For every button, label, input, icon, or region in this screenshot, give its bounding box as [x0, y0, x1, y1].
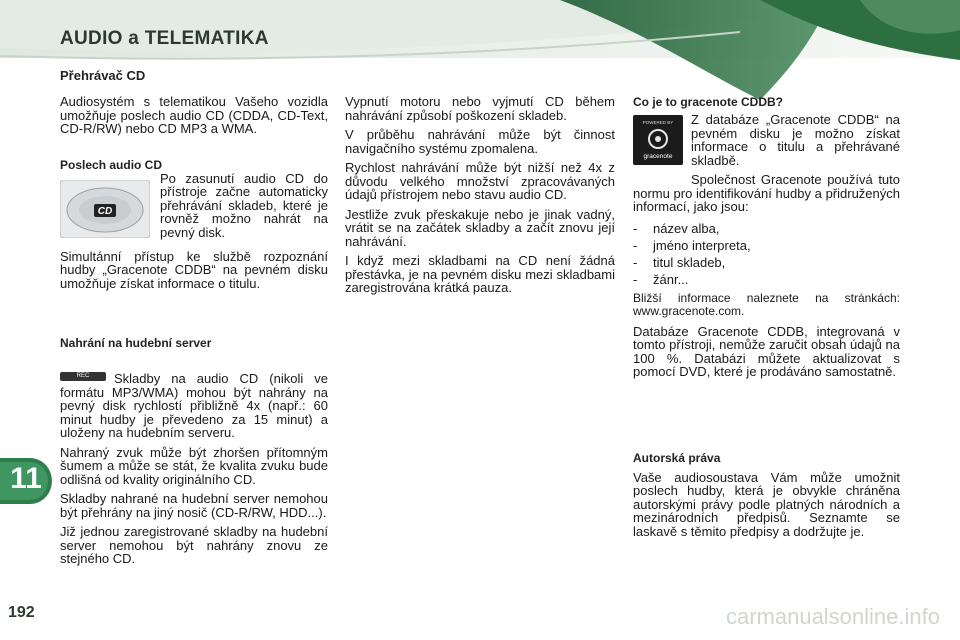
listen-heading: Poslech audio CD: [60, 157, 163, 172]
svg-text:gracenote: gracenote: [643, 153, 673, 160]
gracenote-block: [633, 113, 900, 214]
rec-block: [60, 372, 328, 440]
section-heading-cd-player: Přehrávač CD: [60, 68, 146, 83]
cd-badge-text: CD: [97, 205, 113, 217]
cd-slot-image: [60, 180, 150, 238]
gracenote-database-text: Z databáze „Gracenote CDDB“ na pevném disku je možno získat informace o titulu a přehrávané skladbě.: [691, 112, 900, 168]
gracenote-standard-text: Společnost Gracenote používá tuto normu pro identifikování hudby a přidružených informací, jako jsou:: [633, 172, 900, 214]
recording-media-text: Skladby nahrané na hudební server nemohou být přehrány na jiný nosič (CD-R/RW, HDD...).: [60, 491, 328, 520]
gracenote-disclaimer-text: Databáze Gracenote CDDB, integrovaná v tomto přístroji, nemůže zaručit obsah údajů na 100 %. Databázi můžete aktualizovat s pomocí DVD, které je prodáváno samostatně.: [633, 323, 900, 379]
gracenote-heading: Co je to gracenote CDDB?: [633, 95, 784, 109]
recording-speed-text: Skladby na audio CD (nikoli ve formátu MP3/WMA) mohou být nahrány na pevný disk rychlostí přibližně 4x (např.: 60 minut hudby je převedeno za 15 minut) a uloženy na hudebním serveru.: [60, 371, 328, 440]
recording-warning-text: Vypnutí motoru nebo vyjmutí CD během nahrávání způsobí poškození skladeb.: [345, 94, 615, 123]
middle-column: [345, 95, 615, 301]
navigation-slowdown-text: V průběhu nahrávání může být činnost navigačního systému zpomalena.: [345, 127, 615, 156]
right-column: [633, 95, 900, 544]
rec-button-icon: [60, 372, 106, 381]
list-item: - jméno interpreta,: [633, 237, 751, 253]
list-item: - název alba,: [633, 220, 720, 236]
recording-quality-text: Nahraný zvuk může být zhoršen přítomným šumem a může se stát, že kvalita zvuku bude odlišná od kvality originálního CD.: [60, 444, 328, 487]
list-item: - žánr...: [633, 271, 689, 287]
gracenote-info-list: [633, 220, 900, 288]
cd-intro-text: Audiosystém s telematikou Vašeho vozidla umožňuje poslech audio CD (CDDA, CD-Text, CD-R/RW) nebo CD MP3 a WMA.: [60, 94, 328, 136]
skip-note: Jestliže zvuk přeskakuje nebo je jinak vadný, vrátit se na začátek skladby a začít znovu její nahrávání.: [345, 206, 615, 249]
simultaneous-access-text: Simultánní přístup ke službě rozpoznání hudby „Gracenote CDDB“ na pevném disku umožňuje získat informace o titulu.: [60, 248, 328, 291]
svg-text:POWERED BY: POWERED BY: [642, 120, 674, 125]
chapter-number: 11: [10, 462, 42, 495]
rec-label: REC: [76, 373, 90, 379]
recording-speed-note: Rychlost nahrávání může být nižší než 4x z důvodu velkého množství zpracovávaných údajů přístrojem nebo stavu audio CD.: [345, 160, 615, 202]
pause-note: I když mezi skladbami na CD není žádná přestávka, je na pevném disku mezi skladbami zaregistrována krátká pauza.: [345, 253, 615, 295]
gracenote-logo: [633, 115, 683, 165]
copyright-text: Vaše audiosoustava Vám může umožnit poslech hudby, která je obvykle chráněna autorskými právy podle platných národních a mezinárodních předpisů. Seznamte se laskavě s těmito předpisy a dodržujte je.: [633, 469, 900, 539]
cd-block: [60, 170, 328, 244]
section-heading-music-server: Nahrání na hudební server: [60, 336, 212, 350]
left-column: [60, 68, 328, 572]
copyright-heading: Autorská práva: [633, 450, 721, 465]
cd-autoplay-text: Po zasunutí audio CD do přístroje začne automaticky přehrávání skladeb, které je rovněž možno nahrát na pevný disk.: [160, 170, 328, 240]
watermark: carmanualsonline.info: [725, 604, 940, 629]
gracenote-website-text: Bližší informace naleznete na stránkách: www.gracenote.com.: [633, 290, 900, 318]
recording-duplicate-text: Již jednou zaregistrované skladby na hudební server nemohou být nahrány znovu ze stejného CD.: [60, 524, 328, 566]
page-number: 192: [8, 604, 35, 621]
page-title: AUDIO a TELEMATIKA: [60, 28, 269, 49]
list-item: - titul skladeb,: [633, 254, 726, 270]
